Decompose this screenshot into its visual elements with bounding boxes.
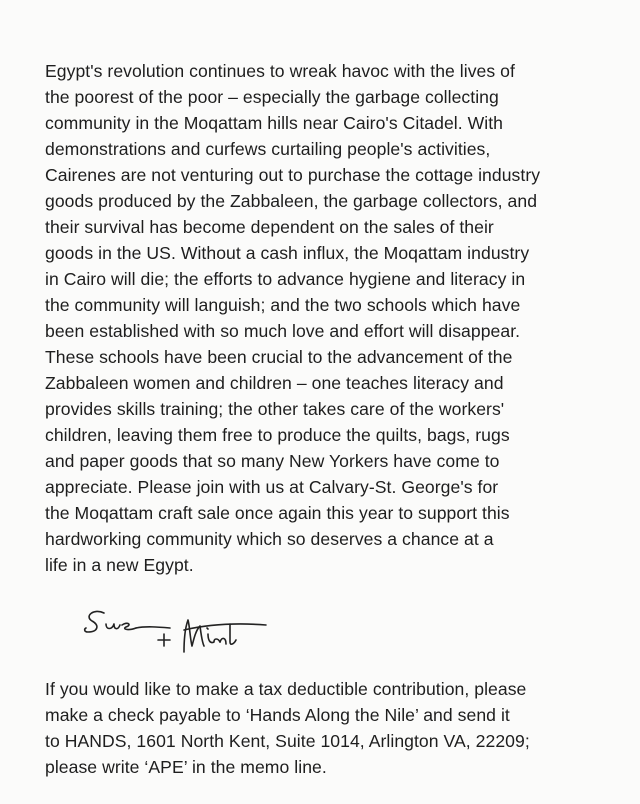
body-line: their survival has become dependent on the sales of their (45, 217, 494, 237)
body-line: and paper goods that so many New Yorkers have come to (45, 451, 500, 471)
body-line: children, leaving them free to produce the quilts, bags, rugs (45, 425, 510, 445)
body-line: community in the Moqattam hills near Cairo's Citadel. With (45, 113, 504, 133)
body-line: the poorest of the poor – especially the garbage collecting (45, 87, 499, 107)
handwritten-signature (80, 604, 280, 666)
body-line: goods produced by the Zabbaleen, the garbage collectors, and (45, 191, 538, 211)
body-line: the community will languish; and the two schools which have (45, 295, 521, 315)
body-line: been established with so much love and effort will disappear. (45, 321, 521, 341)
body-line: demonstrations and curfews curtailing people's activities, (45, 139, 491, 159)
body-line: appreciate. Please join with us at Calvary-St. George's for (45, 477, 499, 497)
body-line: Zabbaleen women and children – one teaches literacy and (45, 373, 504, 393)
body-line: the Moqattam craft sale once again this year to support this (45, 503, 510, 523)
postscript-line: to HANDS, 1601 North Kent, Suite 1014, Arlington VA, 22209; (45, 731, 530, 751)
postscript-line: make a check payable to ‘Hands Along the Nile’ and send it (45, 705, 510, 725)
postscript-line: please write ‘APE’ in the memo line. (45, 757, 327, 777)
postscript-line: If you would like to make a tax deductible contribution, please (45, 679, 527, 699)
body-line: These schools have been crucial to the advancement of the (45, 347, 513, 367)
body-line: Cairenes are not venturing out to purchase the cottage industry (45, 165, 541, 185)
signature-icon (80, 604, 280, 666)
body-line: provides skills training; the other takes care of the workers' (45, 399, 505, 419)
body-line: Egypt's revolution continues to wreak havoc with the lives of (45, 61, 515, 81)
body-line: in Cairo will die; the efforts to advance hygiene and literacy in (45, 269, 526, 289)
body-line: life in a new Egypt. (45, 555, 194, 575)
body-line: hardworking community which so deserves a chance at a (45, 529, 494, 549)
body-line: goods in the US. Without a cash influx, the Moqattam industry (45, 243, 530, 263)
